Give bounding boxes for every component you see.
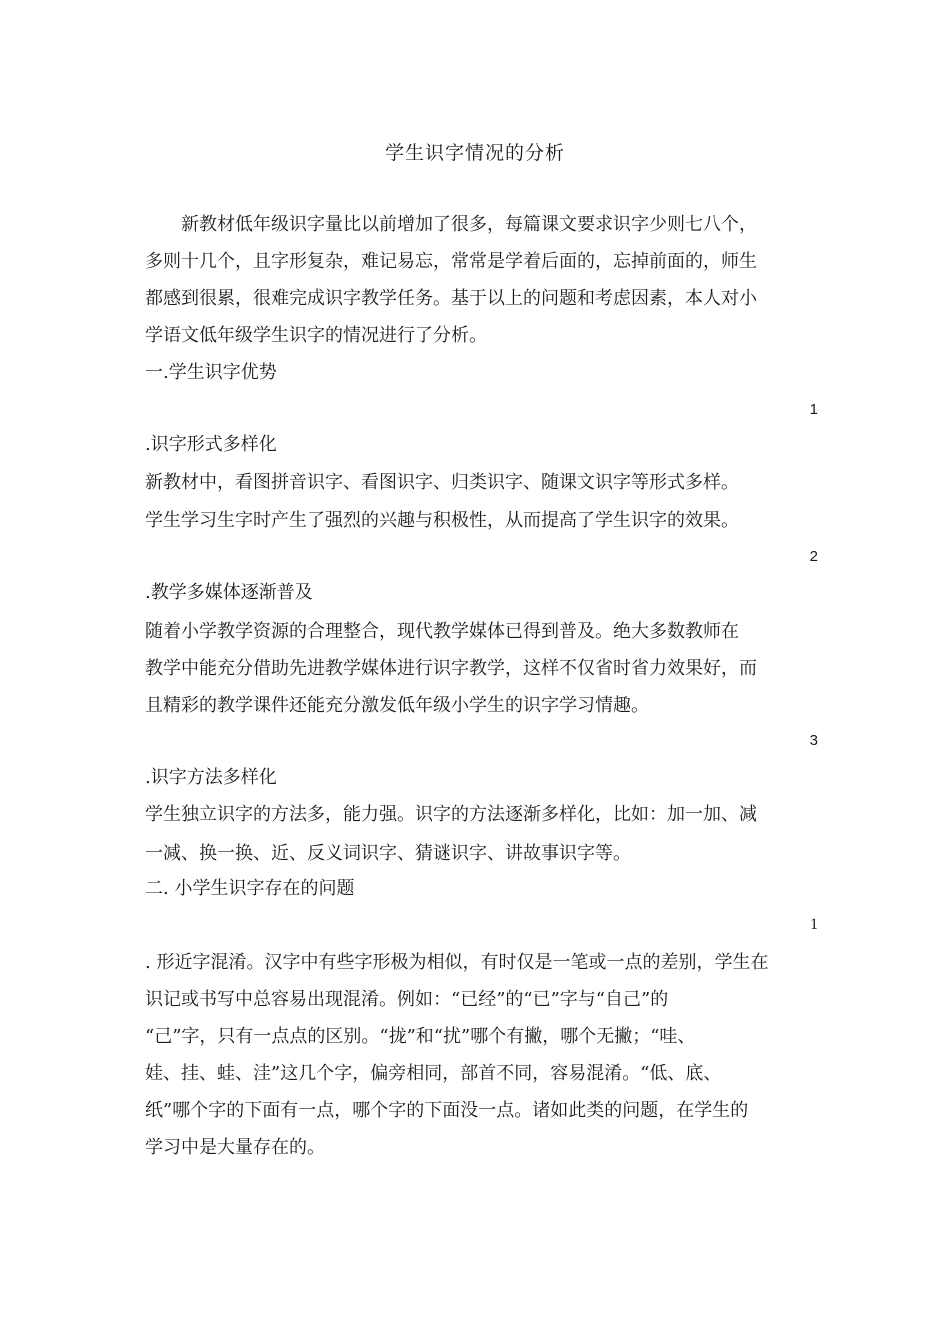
paragraph-line: 纸”哪个字的下面有一点，哪个字的下面没一点。诸如此类的问题，在学生的 — [145, 1100, 749, 1121]
item-heading: .教学多媒体逐渐普及 — [145, 582, 313, 603]
item-number: 2 — [809, 548, 818, 565]
paragraph-line: 学生学习生字时产生了强烈的兴趣与积极性，从而提高了学生识字的效果。 — [145, 510, 739, 531]
paragraph-line: 新教材中，看图拼音识字、看图识字、归类识字、随课文识字等形式多样。 — [145, 472, 739, 493]
paragraph-line: 教学中能充分借助先进教学媒体进行识字教学，这样不仅省时省力效果好，而 — [145, 658, 757, 679]
intro-line: 多则十几个，且字形复杂，难记易忘，常常是学着后面的，忘掉前面的，师生 — [145, 251, 757, 272]
paragraph-line: 识记或书写中总容易出现混淆。例如：“已经”的“已”字与“自己”的 — [145, 989, 669, 1010]
paragraph-line: 且精彩的教学课件还能充分激发低年级小学生的识字学习情趣。 — [145, 695, 649, 716]
section-heading-1: 一.学生识字优势 — [145, 362, 277, 383]
paragraph-line: 学习中是大量存在的。 — [145, 1137, 325, 1158]
paragraph-line: “己”字，只有一点点的区别。“拢”和“扰”哪个有撇，哪个无撇；“哇、 — [145, 1026, 696, 1047]
item-number: 1 — [810, 916, 818, 933]
item-heading: .识字方法多样化 — [145, 767, 277, 788]
paragraph-line: 学生独立识字的方法多，能力强。识字的方法逐渐多样化，比如：加一加、减 — [145, 804, 757, 825]
paragraph-line: . 形近字混淆。汉字中有些字形极为相似，有时仅是一笔或一点的差别，学生在 — [145, 952, 769, 973]
paragraph-line: 一减、换一换、近、反义词识字、猜谜识字、讲故事识字等。 — [145, 843, 631, 864]
document-title: 学生识字情况的分析 — [384, 142, 565, 164]
item-number: 1 — [809, 401, 818, 418]
paragraph-line: 娃、挂、蛙、洼”这几个字，偏旁相同，部首不同，容易混淆。“低、底、 — [145, 1063, 722, 1084]
intro-line: 新教材低年级识字量比以前增加了很多，每篇课文要求识字少则七八个， — [145, 214, 757, 235]
paragraph-line: 随着小学教学资源的合理整合，现代教学媒体已得到普及。绝大多数教师在 — [145, 621, 739, 642]
intro-line: 学语文低年级学生识字的情况进行了分析。 — [145, 325, 487, 346]
item-heading: .识字形式多样化 — [145, 434, 277, 455]
item-number: 3 — [809, 732, 818, 749]
intro-line: 都感到很累，很难完成识字教学任务。基于以上的问题和考虑因素，本人对小 — [145, 288, 757, 309]
section-heading-2: 二. 小学生识字存在的问题 — [145, 878, 355, 899]
